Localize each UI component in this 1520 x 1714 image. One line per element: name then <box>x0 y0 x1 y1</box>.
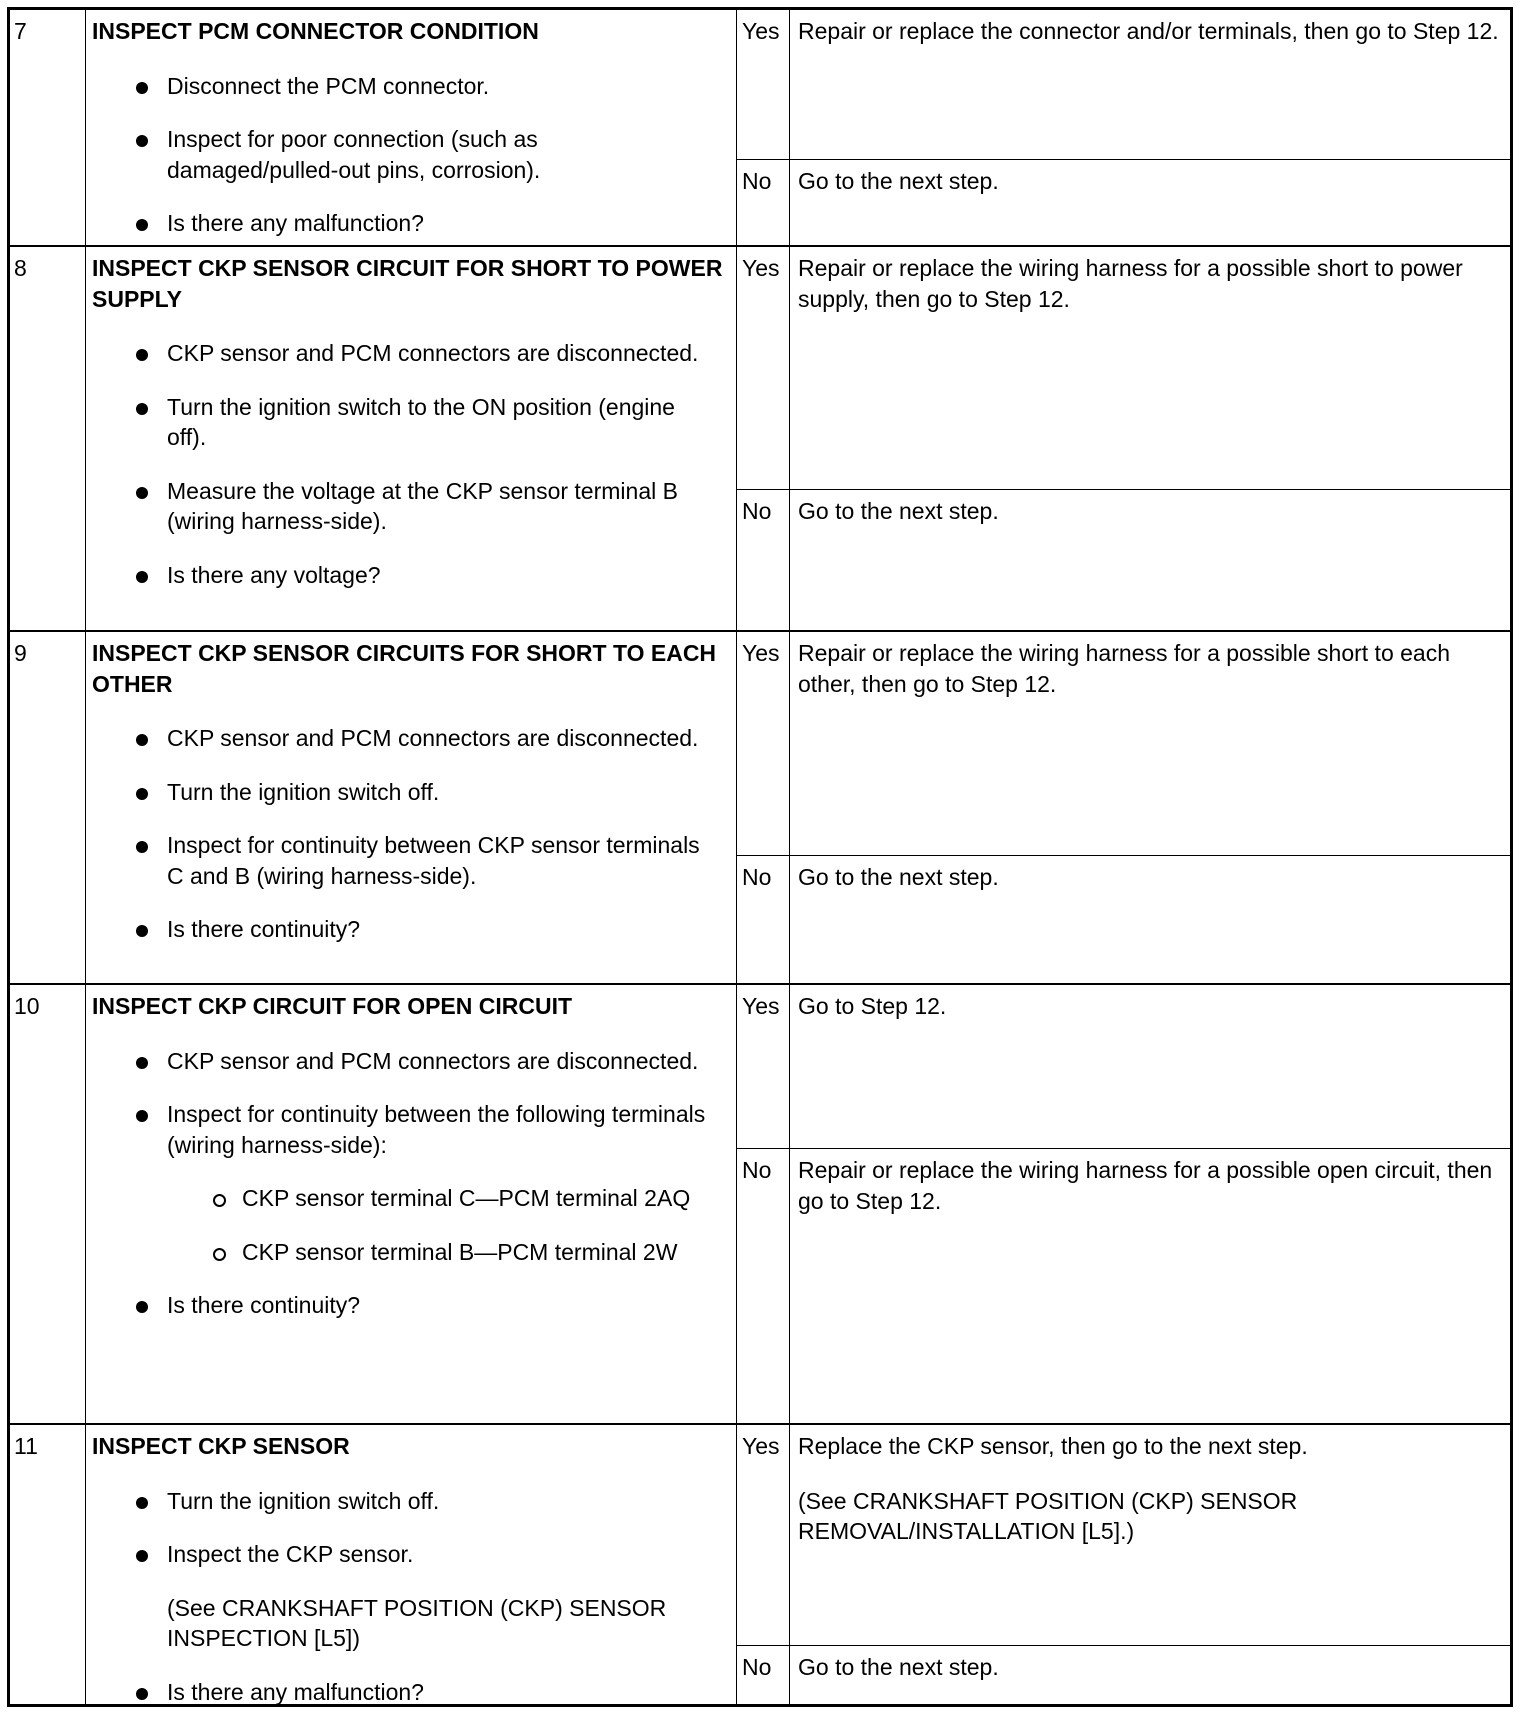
bullet-icon <box>136 219 148 231</box>
sub-list-item <box>92 1237 730 1268</box>
bullet-icon <box>136 734 148 746</box>
no-answer <box>737 490 1510 630</box>
hollow-bullet-icon <box>213 1248 226 1261</box>
step-number: 10 <box>10 985 86 1423</box>
no-text: Repair or replace the wiring harness for a possible open circuit, then go to Step 12. <box>798 1157 1493 1214</box>
no-answer <box>737 1646 1510 1704</box>
answers <box>737 247 1510 630</box>
item-text: Is there continuity? <box>167 916 361 942</box>
item-text: Is there any malfunction? <box>167 210 424 236</box>
list-item <box>92 560 730 591</box>
step-action <box>86 247 737 630</box>
item-text: Measure the voltage at the CKP sensor terminal B (wiring harness-side). <box>167 477 678 534</box>
item-text: Turn the ignition switch to the ON position (engine off). <box>167 393 675 450</box>
item-text: CKP sensor and PCM connectors are disconnected. <box>167 1047 699 1074</box>
yes-label: Yes <box>737 985 790 1148</box>
bullet-icon <box>136 487 148 499</box>
answer-paragraph: Go to Step 12. <box>798 993 947 1019</box>
answers <box>737 985 1510 1423</box>
answers <box>737 1425 1510 1704</box>
bullet-icon <box>136 403 148 415</box>
no-text: Go to the next step. <box>798 864 999 890</box>
sub-list-item <box>92 1183 730 1214</box>
item-text: CKP sensor terminal B—PCM terminal 2W <box>242 1238 678 1265</box>
yes-answer <box>737 985 1510 1149</box>
list-item <box>92 71 730 102</box>
list-item <box>92 476 730 537</box>
answers <box>737 10 1510 245</box>
step-action <box>86 1425 737 1704</box>
list-item <box>92 208 730 239</box>
list-item <box>92 1539 730 1570</box>
step-number: 9 <box>10 632 86 983</box>
step-row-10 <box>10 985 1510 1425</box>
yes-label: Yes <box>737 1425 790 1645</box>
item-text: CKP sensor terminal C—PCM terminal 2AQ <box>242 1185 691 1211</box>
item-text: Inspect for continuity between the following terminals (wiring harness-side): <box>167 1101 706 1158</box>
no-text: Go to the next step. <box>798 168 999 194</box>
item-text: Is there any voltage? <box>167 561 381 588</box>
reference-link[interactable]: (See CRANKSHAFT POSITION (CKP) SENSOR INSPECTION [L5]) <box>167 1594 667 1651</box>
item-text: CKP sensor and PCM connectors are disconnected. <box>167 725 699 751</box>
answer-paragraph: Repair or replace the wiring harness for a possible short to each other, then go to Step 12. <box>798 640 1451 697</box>
yes-text <box>790 1425 1510 1571</box>
bullet-icon <box>136 1550 148 1562</box>
list-item <box>92 1290 730 1321</box>
bullet-icon <box>136 571 148 583</box>
list-item <box>92 914 730 945</box>
bullet-icon <box>136 1110 148 1122</box>
bullet-icon <box>136 788 148 800</box>
no-label: No <box>737 160 790 245</box>
step-number: 11 <box>10 1425 86 1704</box>
step-action <box>86 10 737 245</box>
bullet-icon <box>136 925 148 937</box>
item-text: Disconnect the PCM connector. <box>167 72 490 99</box>
item-text: Turn the ignition switch off. <box>167 1487 440 1514</box>
step-row-8 <box>10 247 1510 632</box>
step-title: INSPECT CKP CIRCUIT FOR OPEN CIRCUIT <box>92 993 573 1019</box>
step-row-11 <box>10 1425 1510 1704</box>
no-label: No <box>737 490 790 630</box>
step-number: 8 <box>10 247 86 630</box>
list-item <box>92 1046 730 1077</box>
bullet-icon <box>136 841 148 853</box>
yes-answer <box>737 247 1510 490</box>
list-item <box>92 1486 730 1517</box>
step-action <box>86 985 737 1423</box>
yes-answer <box>737 1425 1510 1646</box>
item-text: CKP sensor and PCM connectors are disconnected. <box>167 340 699 366</box>
no-label: No <box>737 1646 790 1704</box>
yes-text <box>790 632 1510 723</box>
item-text: Turn the ignition switch off. <box>167 778 440 805</box>
bullet-icon <box>136 349 148 361</box>
step-title: INSPECT CKP SENSOR CIRCUITS FOR SHORT TO EACH OTHER <box>92 640 717 697</box>
reference-link[interactable]: (See CRANKSHAFT POSITION (CKP) SENSOR REMOVAL/INSTALLATION [L5].) <box>798 1487 1298 1544</box>
bullet-icon <box>136 1688 148 1700</box>
list-item <box>92 830 730 891</box>
answer-paragraph: Replace the CKP sensor, then go to the next step. <box>798 1433 1308 1459</box>
no-text: Go to the next step. <box>798 1654 999 1680</box>
yes-text <box>790 247 1510 338</box>
list-item <box>92 124 730 185</box>
answers <box>737 632 1510 983</box>
item-text: Inspect for poor connection (such as damaged/pulled-out pins, corrosion). <box>167 126 541 183</box>
item-text: Is there any malfunction? <box>167 1678 424 1705</box>
step-row-9 <box>10 632 1510 985</box>
no-text: Go to the next step. <box>798 498 999 524</box>
diagnostic-table <box>7 7 1513 1707</box>
no-answer <box>737 1149 1510 1423</box>
no-answer <box>737 160 1510 245</box>
step-title: INSPECT CKP SENSOR CIRCUIT FOR SHORT TO POWER SUPPLY <box>92 255 723 312</box>
yes-answer <box>737 10 1510 160</box>
list-item <box>92 1099 730 1160</box>
step-title: INSPECT PCM CONNECTOR CONDITION <box>92 18 539 44</box>
no-label: No <box>737 1149 790 1423</box>
bullet-icon <box>136 82 148 94</box>
bullet-icon <box>136 1497 148 1509</box>
no-answer <box>737 856 1510 983</box>
bullet-icon <box>136 135 148 147</box>
yes-label: Yes <box>737 247 790 489</box>
list-item <box>92 392 730 453</box>
item-text: Inspect the CKP sensor. <box>167 1541 414 1567</box>
bullet-icon <box>136 1301 148 1313</box>
yes-label: Yes <box>737 10 790 159</box>
step-title: INSPECT CKP SENSOR <box>92 1433 350 1459</box>
reference-note[interactable] <box>92 1593 730 1654</box>
step-action <box>86 632 737 983</box>
yes-answer <box>737 632 1510 856</box>
yes-text <box>790 10 1510 71</box>
item-text: Is there continuity? <box>167 1292 361 1318</box>
list-item <box>92 777 730 808</box>
answer-paragraph: Repair or replace the connector and/or terminals, then go to Step 12. <box>798 18 1499 44</box>
list-item <box>92 338 730 369</box>
no-label: No <box>737 856 790 983</box>
hollow-bullet-icon <box>213 1194 226 1207</box>
list-item <box>92 1677 730 1708</box>
bullet-icon <box>136 1057 148 1069</box>
yes-label: Yes <box>737 632 790 855</box>
list-item <box>92 723 730 754</box>
step-row-7 <box>10 10 1510 247</box>
answer-paragraph: Repair or replace the wiring harness for a possible short to power supply, then go to Step 12. <box>798 255 1463 312</box>
step-number: 7 <box>10 10 86 245</box>
yes-text <box>790 985 1510 1046</box>
item-text: Inspect for continuity between CKP sensor terminals C and B (wiring harness-side). <box>167 832 700 889</box>
